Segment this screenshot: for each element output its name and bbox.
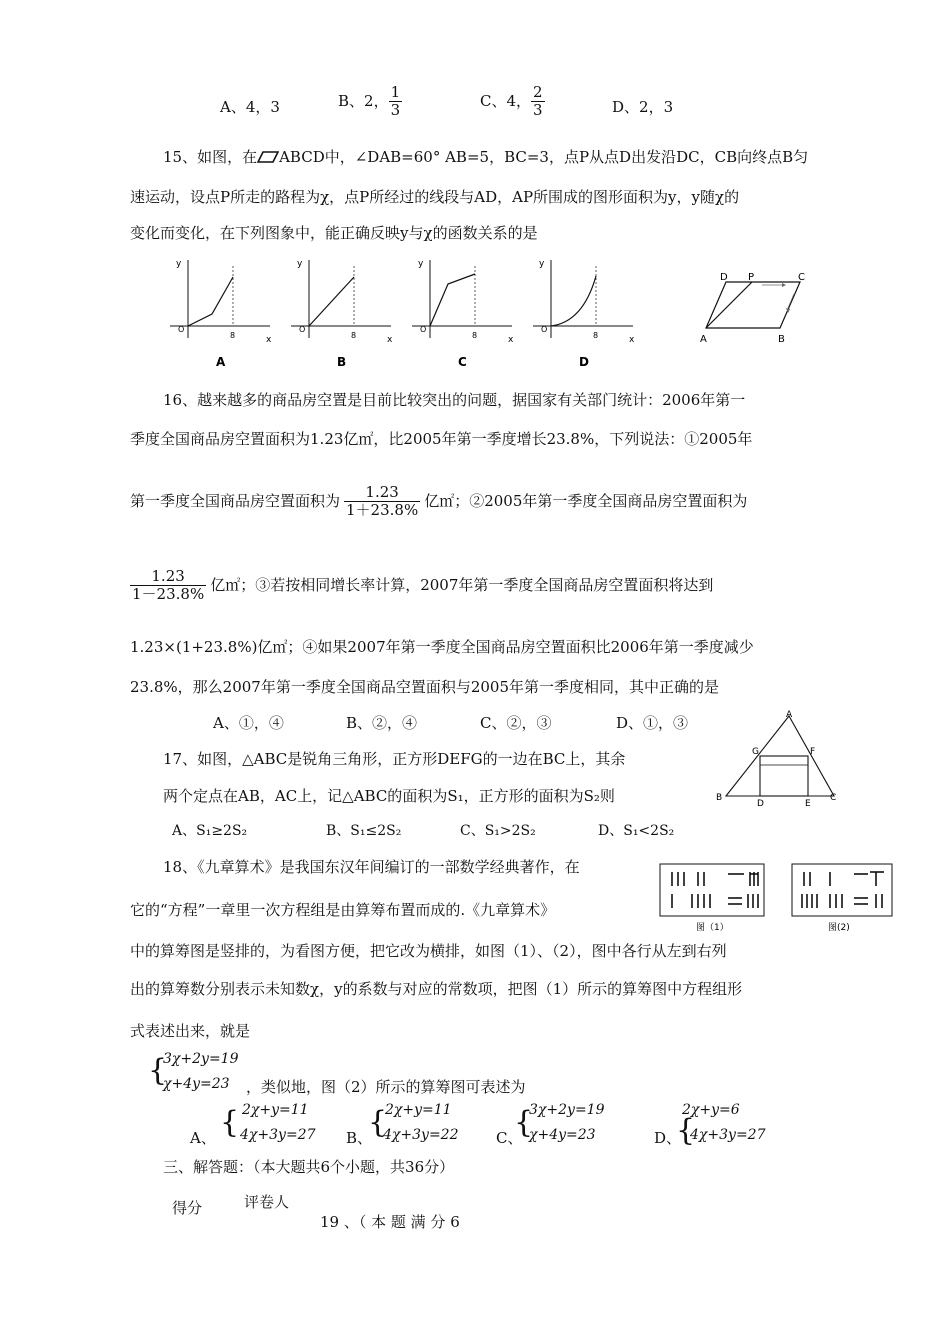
origin-label: O (541, 325, 548, 334)
vertex-d-label: D (757, 799, 764, 808)
q15-line1-a: 15、如图，在 (163, 148, 258, 166)
q14-option-c-fraction (531, 84, 545, 120)
vertex-a-label: A (786, 710, 793, 720)
vertex-b-label: B (716, 793, 723, 803)
q17-option-d: D、S₁<2S₂ (598, 823, 675, 839)
vertex-d-label: D (720, 272, 728, 283)
graph-c-label: C (458, 355, 467, 369)
x-axis-label: x (266, 335, 272, 345)
origin-label: O (299, 325, 306, 334)
q18-system-eq1: 3χ+2y=19 (163, 1051, 239, 1067)
tick-label: 8 (351, 331, 357, 340)
q18-option-a-eq1: 2χ+y=11 (242, 1102, 309, 1118)
q16-option-a: A、①，④ (213, 714, 284, 732)
q18-option-a-label: A、 (190, 1129, 216, 1147)
vertex-a-label: A (700, 334, 707, 345)
q18-option-b-brace: { (368, 1105, 388, 1140)
fraction-numerator: 1.23 (130, 568, 206, 586)
q16-fraction-2 (130, 568, 206, 604)
fraction-denominator: 1＋23.8% (346, 501, 419, 520)
q18-option-d-eq2: 4χ+3y=27 (690, 1127, 766, 1143)
q17-triangle-figure (712, 708, 842, 808)
q18-option-c-eq2: χ+4y=23 (529, 1127, 596, 1143)
q18-option-a-brace: { (220, 1105, 240, 1140)
q16-line1: 16、越来越多的商品房空置是目前比较突出的问题，据国家有关部门统计：2006年第一 (163, 391, 746, 409)
q18-rod-figures (656, 860, 896, 936)
graph-d-label: D (579, 355, 589, 369)
fraction-denominator: 3 (390, 101, 401, 120)
x-axis-label: x (508, 335, 514, 345)
q18-option-c-eq1: 3χ+2y=19 (529, 1102, 605, 1118)
vertex-b-label: B (778, 334, 785, 345)
reviewer-label: 评卷人 (244, 1193, 290, 1211)
q18-option-b-label: B、 (346, 1129, 373, 1147)
q14-option-a: A、4，3 (220, 98, 280, 116)
tick-label: 8 (230, 331, 236, 340)
q17-option-a: A、S₁≥2S₂ (172, 823, 248, 839)
origin-label: O (420, 325, 427, 334)
q14-option-b-fraction (389, 84, 403, 120)
graph-b-label: B (337, 355, 347, 369)
q18-line1: 18、《九章算术》是我国东汉年间编订的一部数学经典著作，在 (163, 858, 580, 876)
tick-label: 8 (472, 331, 478, 340)
q17-option-c: C、S₁>2S₂ (460, 823, 536, 839)
graph-d (533, 259, 635, 345)
q18-line3: 中的算筹图是竖排的，为看图方便，把它改为横排，如图（1）、（2），图中各行从左到右列 (130, 942, 727, 960)
vertex-c-label: C (830, 793, 837, 803)
fraction-denominator: 1－23.8% (132, 585, 205, 604)
q19-heading: 19 、（ 本 题 满 分 6 (320, 1213, 460, 1231)
parallelogram-icon (257, 151, 279, 163)
q18-system-brace: { (148, 1053, 168, 1088)
q16-line4-b: 亿㎡；③若按相同增长率计算，2007年第一季度全国商品房空置面积将达到 (210, 575, 714, 594)
q15-line1 (163, 146, 808, 167)
q17-line2: 两个定点在AB，AC上，记△ABC的面积为S₁，正方形的面积为S₂则 (163, 787, 615, 805)
q18-line4: 出的算筹数分别表示未知数χ，y的系数与对应的常数项，把图（1）所示的算筹图中方程组形 (130, 980, 743, 998)
vertex-p-label: P (748, 272, 755, 283)
section3-title: 三、解答题：（本大题共6个小题，共36分） (163, 1158, 455, 1176)
q14-option-c (480, 84, 545, 120)
q14-option-b-text: B、2， (338, 91, 389, 110)
q17-option-b: B、S₁≤2S₂ (326, 823, 402, 839)
fraction-numerator: 1 (390, 83, 401, 101)
q18-system-eq2: χ+4y=23 (163, 1076, 230, 1092)
q18-option-b-eq2: 4χ+3y=22 (383, 1127, 459, 1143)
q15-parallelogram-figure (696, 266, 816, 346)
x-axis-label: x (387, 335, 393, 345)
tick-label: 8 (593, 331, 599, 340)
q16-line5: 1.23×(1+23.8%)亿㎡；④如果2007年第一季度全国商品房空置面积比2006年第一季度减少 (130, 638, 754, 656)
q18-option-d-eq1: 2χ+y=6 (682, 1102, 740, 1118)
y-axis-label: y (418, 259, 424, 269)
q15-line1-b: ABCD中，∠DAB=60° AB=5，BC=3，点P从点D出发沿DC，CB向终点B匀 (279, 148, 809, 166)
vertex-g-label: G (752, 747, 759, 757)
fraction-numerator: 2 (533, 83, 543, 101)
q16-line2: 季度全国商品房空置面积为1.23亿㎡，比2005年第一季度增长23.8%，下列说法：①2005年 (130, 430, 753, 448)
q15-graphs (160, 252, 660, 372)
y-axis-label: y (176, 259, 182, 269)
rod-figure-1 (660, 864, 764, 933)
q16-line3-b: 亿㎡；②2005年第一季度全国商品房空置面积为 (424, 491, 748, 510)
y-axis-label: y (539, 259, 545, 269)
q14-option-d: D、2，3 (612, 98, 674, 116)
q18-option-b-eq1: 2χ+y=11 (385, 1102, 452, 1118)
q16-fraction-1 (344, 484, 420, 520)
q18-option-c-label: C、 (496, 1129, 523, 1147)
vertex-c-label: C (798, 272, 805, 283)
q14-option-c-text: C、4， (480, 91, 532, 110)
graph-b (291, 259, 393, 345)
q18-option-a-eq2: 4χ+3y=27 (240, 1127, 316, 1143)
q17-line1: 17、如图，△ABC是锐角三角形，正方形DEFG的一边在BC上，其余 (163, 750, 626, 768)
q16-line4 (130, 568, 713, 604)
q18-option-d-label: D、 (654, 1129, 682, 1147)
vertex-f-label: F (810, 747, 816, 757)
vertex-e-label: E (805, 799, 811, 808)
graph-a (170, 259, 272, 345)
x-axis-label: x (629, 335, 635, 345)
score-label: 得分 (172, 1199, 203, 1217)
fraction-denominator: 3 (533, 101, 543, 120)
q16-line6: 23.8%，那么2007年第一季度全国商品空置面积与2005年第一季度相同，其中正确的是 (130, 678, 720, 696)
graph-c (412, 259, 514, 345)
rod-figure-2 (792, 864, 892, 933)
q18-line2: 它的“方程”一章里一次方程组是由算筹布置而成的.《九章算术》 (130, 901, 556, 919)
fig1-caption: 图（1） (696, 923, 729, 933)
q14-option-b (338, 84, 402, 120)
q18-option-d-brace: { (676, 1113, 696, 1148)
graph-a-label: A (216, 355, 226, 369)
q16-option-d: D、①，③ (616, 714, 689, 732)
origin-label: O (178, 325, 185, 334)
y-axis-label: y (297, 259, 303, 269)
q16-line3-a: 第一季度全国商品房空置面积为 (130, 491, 341, 510)
q18-line5: 式表述出来，就是 (130, 1022, 251, 1040)
fig2-caption: 图(2) (828, 923, 850, 933)
q18-option-c-brace: { (514, 1105, 534, 1140)
q16-line3 (130, 484, 747, 520)
q16-option-b: B、②，④ (346, 714, 418, 732)
q15-line2: 速运动，设点P所走的路程为χ，点P所经过的线段与AD，AP所围成的图形面积为y，y随χ的 (130, 188, 740, 206)
q18-system-after: ，类似地，图（2）所示的算筹图可表述为 (246, 1078, 526, 1096)
fraction-numerator: 1.23 (344, 484, 420, 502)
q16-option-c: C、②，③ (480, 714, 552, 732)
q15-line3: 变化而变化，在下列图象中，能正确反映y与χ的函数关系的是 (130, 224, 538, 242)
